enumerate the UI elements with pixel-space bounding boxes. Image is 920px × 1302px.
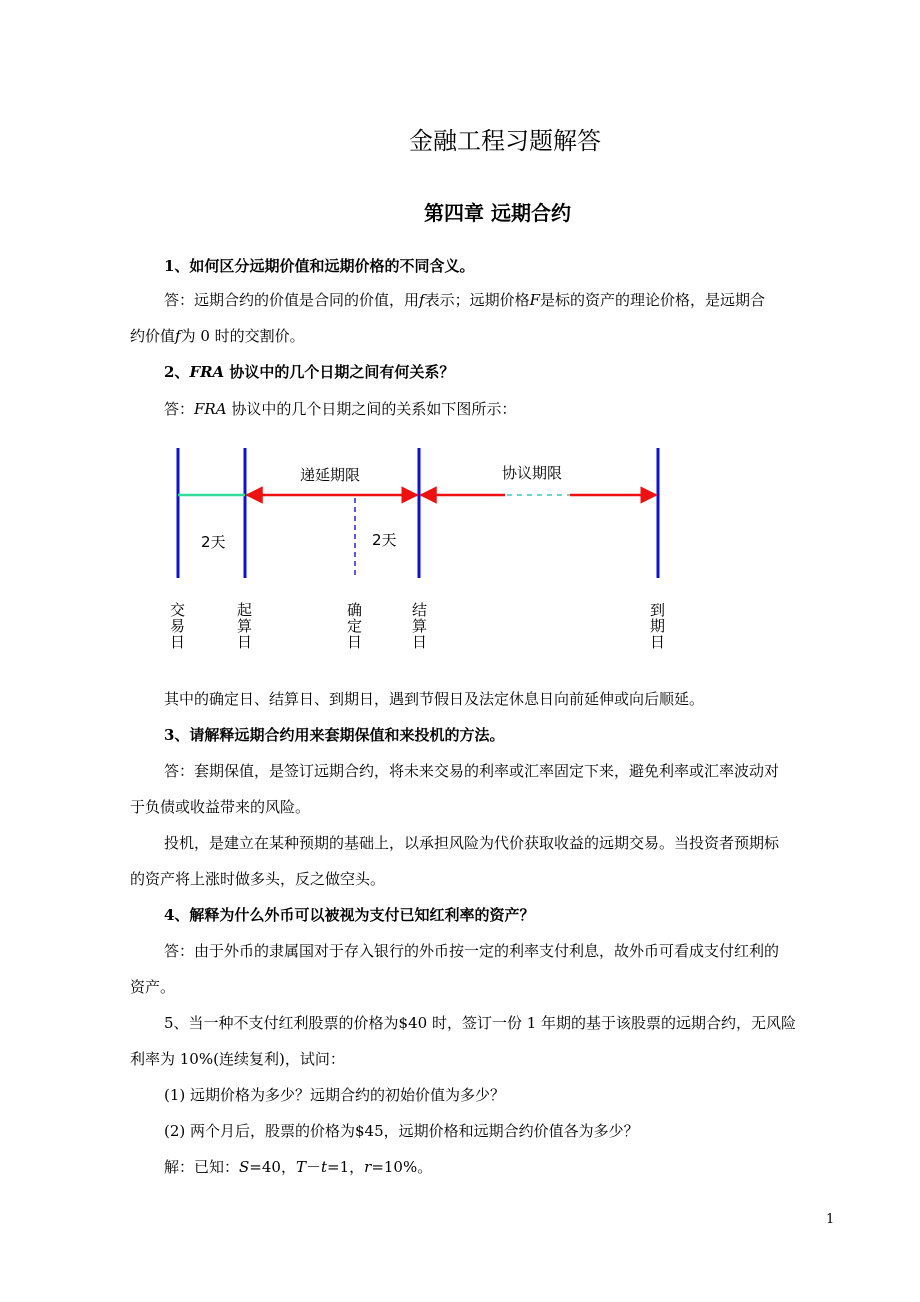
fixing-date-label bbox=[347, 601, 362, 651]
answer-1-text-e: 为 0 时的交割价。 bbox=[180, 327, 305, 345]
answer-1-line-2 bbox=[130, 325, 305, 346]
question-4: 4、解释为什么外币可以被视为支付已知红利率的资产？ bbox=[164, 906, 535, 924]
answer-1-line-1 bbox=[164, 289, 765, 310]
contract-period-label: 协议期限 bbox=[502, 464, 563, 482]
answer-1-text-c: 是标的资产的理论价格，是远期合 bbox=[540, 291, 766, 309]
fixing-date-char-3: 日 bbox=[347, 633, 363, 651]
answer-1-text-d: 约价值 bbox=[130, 327, 176, 345]
settlement-date-char-1: 结 bbox=[412, 601, 428, 619]
document-title: 金融工程习题解答 bbox=[409, 127, 601, 155]
deferral-period-label: 递延期限 bbox=[300, 466, 361, 484]
settlement-date-label bbox=[412, 601, 427, 651]
symbol-F: F bbox=[529, 291, 541, 309]
question-5-sub-2: (2) 两个月后，股票的价格为$45，远期价格和远期合约价值各为多少？ bbox=[164, 1122, 639, 1140]
question-5-sub-1: (1) 远期价格为多少？远期合约的初始价值为多少？ bbox=[164, 1086, 506, 1104]
question-3: 3、请解释远期合约用来套期保值和来投机的方法。 bbox=[164, 726, 505, 744]
question-2-fra: FRA bbox=[189, 363, 225, 381]
question-5-solution bbox=[164, 1156, 432, 1177]
trade-date-label bbox=[170, 601, 185, 651]
solution-prefix: 解：已知： bbox=[164, 1158, 240, 1176]
symbol-S: S bbox=[239, 1158, 250, 1176]
two-days-mid-label: 2天 bbox=[372, 531, 397, 549]
solution-s-value: =40， bbox=[249, 1158, 296, 1176]
start-date-label bbox=[237, 601, 252, 651]
answer-2 bbox=[164, 398, 516, 419]
answer-2-b: 协议中的几个日期之间的关系如下图所示： bbox=[226, 400, 517, 418]
fixing-date-char-2: 定 bbox=[347, 617, 363, 635]
start-date-char-2: 算 bbox=[237, 617, 253, 635]
minus-sign: － bbox=[305, 1158, 321, 1176]
date-adjustment-note: 其中的确定日、结算日、到期日，遇到节假日及法定休息日向前延伸或向后顺延。 bbox=[164, 690, 705, 708]
chapter-heading: 第四章 远期合约 bbox=[424, 201, 571, 225]
maturity-date-char-1: 到 bbox=[650, 601, 666, 619]
solution-t-value: =1， bbox=[327, 1158, 365, 1176]
answer-1-text-a: 答：远期合约的价值是合同的价值，用 bbox=[164, 291, 420, 309]
answer-3-line-1: 答：套期保值，是签订远期合约，将未来交易的利率或汇率固定下来，避免利率或汇率波动对 bbox=[164, 762, 780, 780]
answer-2-fra: FRA bbox=[194, 400, 227, 418]
answer-4-line-1: 答：由于外币的隶属国对于存入银行的外币按一定的利率支付利息，故外币可看成支付红利的 bbox=[164, 942, 780, 960]
trade-date-char-3: 日 bbox=[170, 633, 186, 651]
symbol-f-2: f bbox=[175, 327, 181, 345]
speculation-line-2: 的资产将上涨时做多头，反之做空头。 bbox=[130, 870, 386, 888]
question-5-line-1: 5、当一种不支付红利股票的价格为$40 时，签订一份 1 年期的基于该股票的远期合约，无风险 bbox=[164, 1014, 797, 1032]
maturity-date-char-2: 期 bbox=[650, 617, 666, 635]
page-number: 1 bbox=[826, 1212, 835, 1227]
trade-date-char-2: 易 bbox=[170, 617, 186, 635]
question-2-num: 2、 bbox=[164, 363, 190, 381]
maturity-date-char-3: 日 bbox=[650, 633, 666, 651]
fra-timeline-diagram bbox=[150, 440, 690, 660]
answer-1-text-b: 表示；远期价格 bbox=[424, 291, 530, 309]
symbol-r: r bbox=[364, 1158, 372, 1176]
answer-2-a: 答： bbox=[164, 400, 195, 418]
two-days-left-label: 2天 bbox=[201, 533, 226, 551]
answer-3-line-2: 于负债或收益带来的风险。 bbox=[130, 798, 311, 816]
question-1: 1、如何区分远期价值和远期价格的不同含义。 bbox=[164, 257, 475, 275]
trade-date-char-1: 交 bbox=[170, 601, 186, 619]
symbol-f: f bbox=[419, 291, 425, 309]
speculation-line-1: 投机，是建立在某种预期的基础上，以承担风险为代价获取收益的远期交易。当投资者预期标 bbox=[164, 834, 780, 852]
start-date-char-3: 日 bbox=[237, 633, 253, 651]
symbol-T: T bbox=[295, 1158, 306, 1176]
solution-r-value: =10%。 bbox=[371, 1158, 433, 1176]
question-2 bbox=[164, 361, 454, 382]
settlement-date-char-3: 日 bbox=[412, 633, 428, 651]
question-5-line-2: 利率为 10%(连续复利)，试问： bbox=[130, 1050, 345, 1068]
maturity-date-label bbox=[650, 601, 665, 651]
question-2-rest: 协议中的几个日期之间有何关系？ bbox=[224, 363, 455, 381]
settlement-date-char-2: 算 bbox=[412, 617, 428, 635]
start-date-char-1: 起 bbox=[237, 601, 253, 619]
symbol-t: t bbox=[320, 1158, 328, 1176]
fixing-date-char-1: 确 bbox=[347, 601, 363, 619]
answer-4-line-2: 资产。 bbox=[130, 978, 176, 996]
